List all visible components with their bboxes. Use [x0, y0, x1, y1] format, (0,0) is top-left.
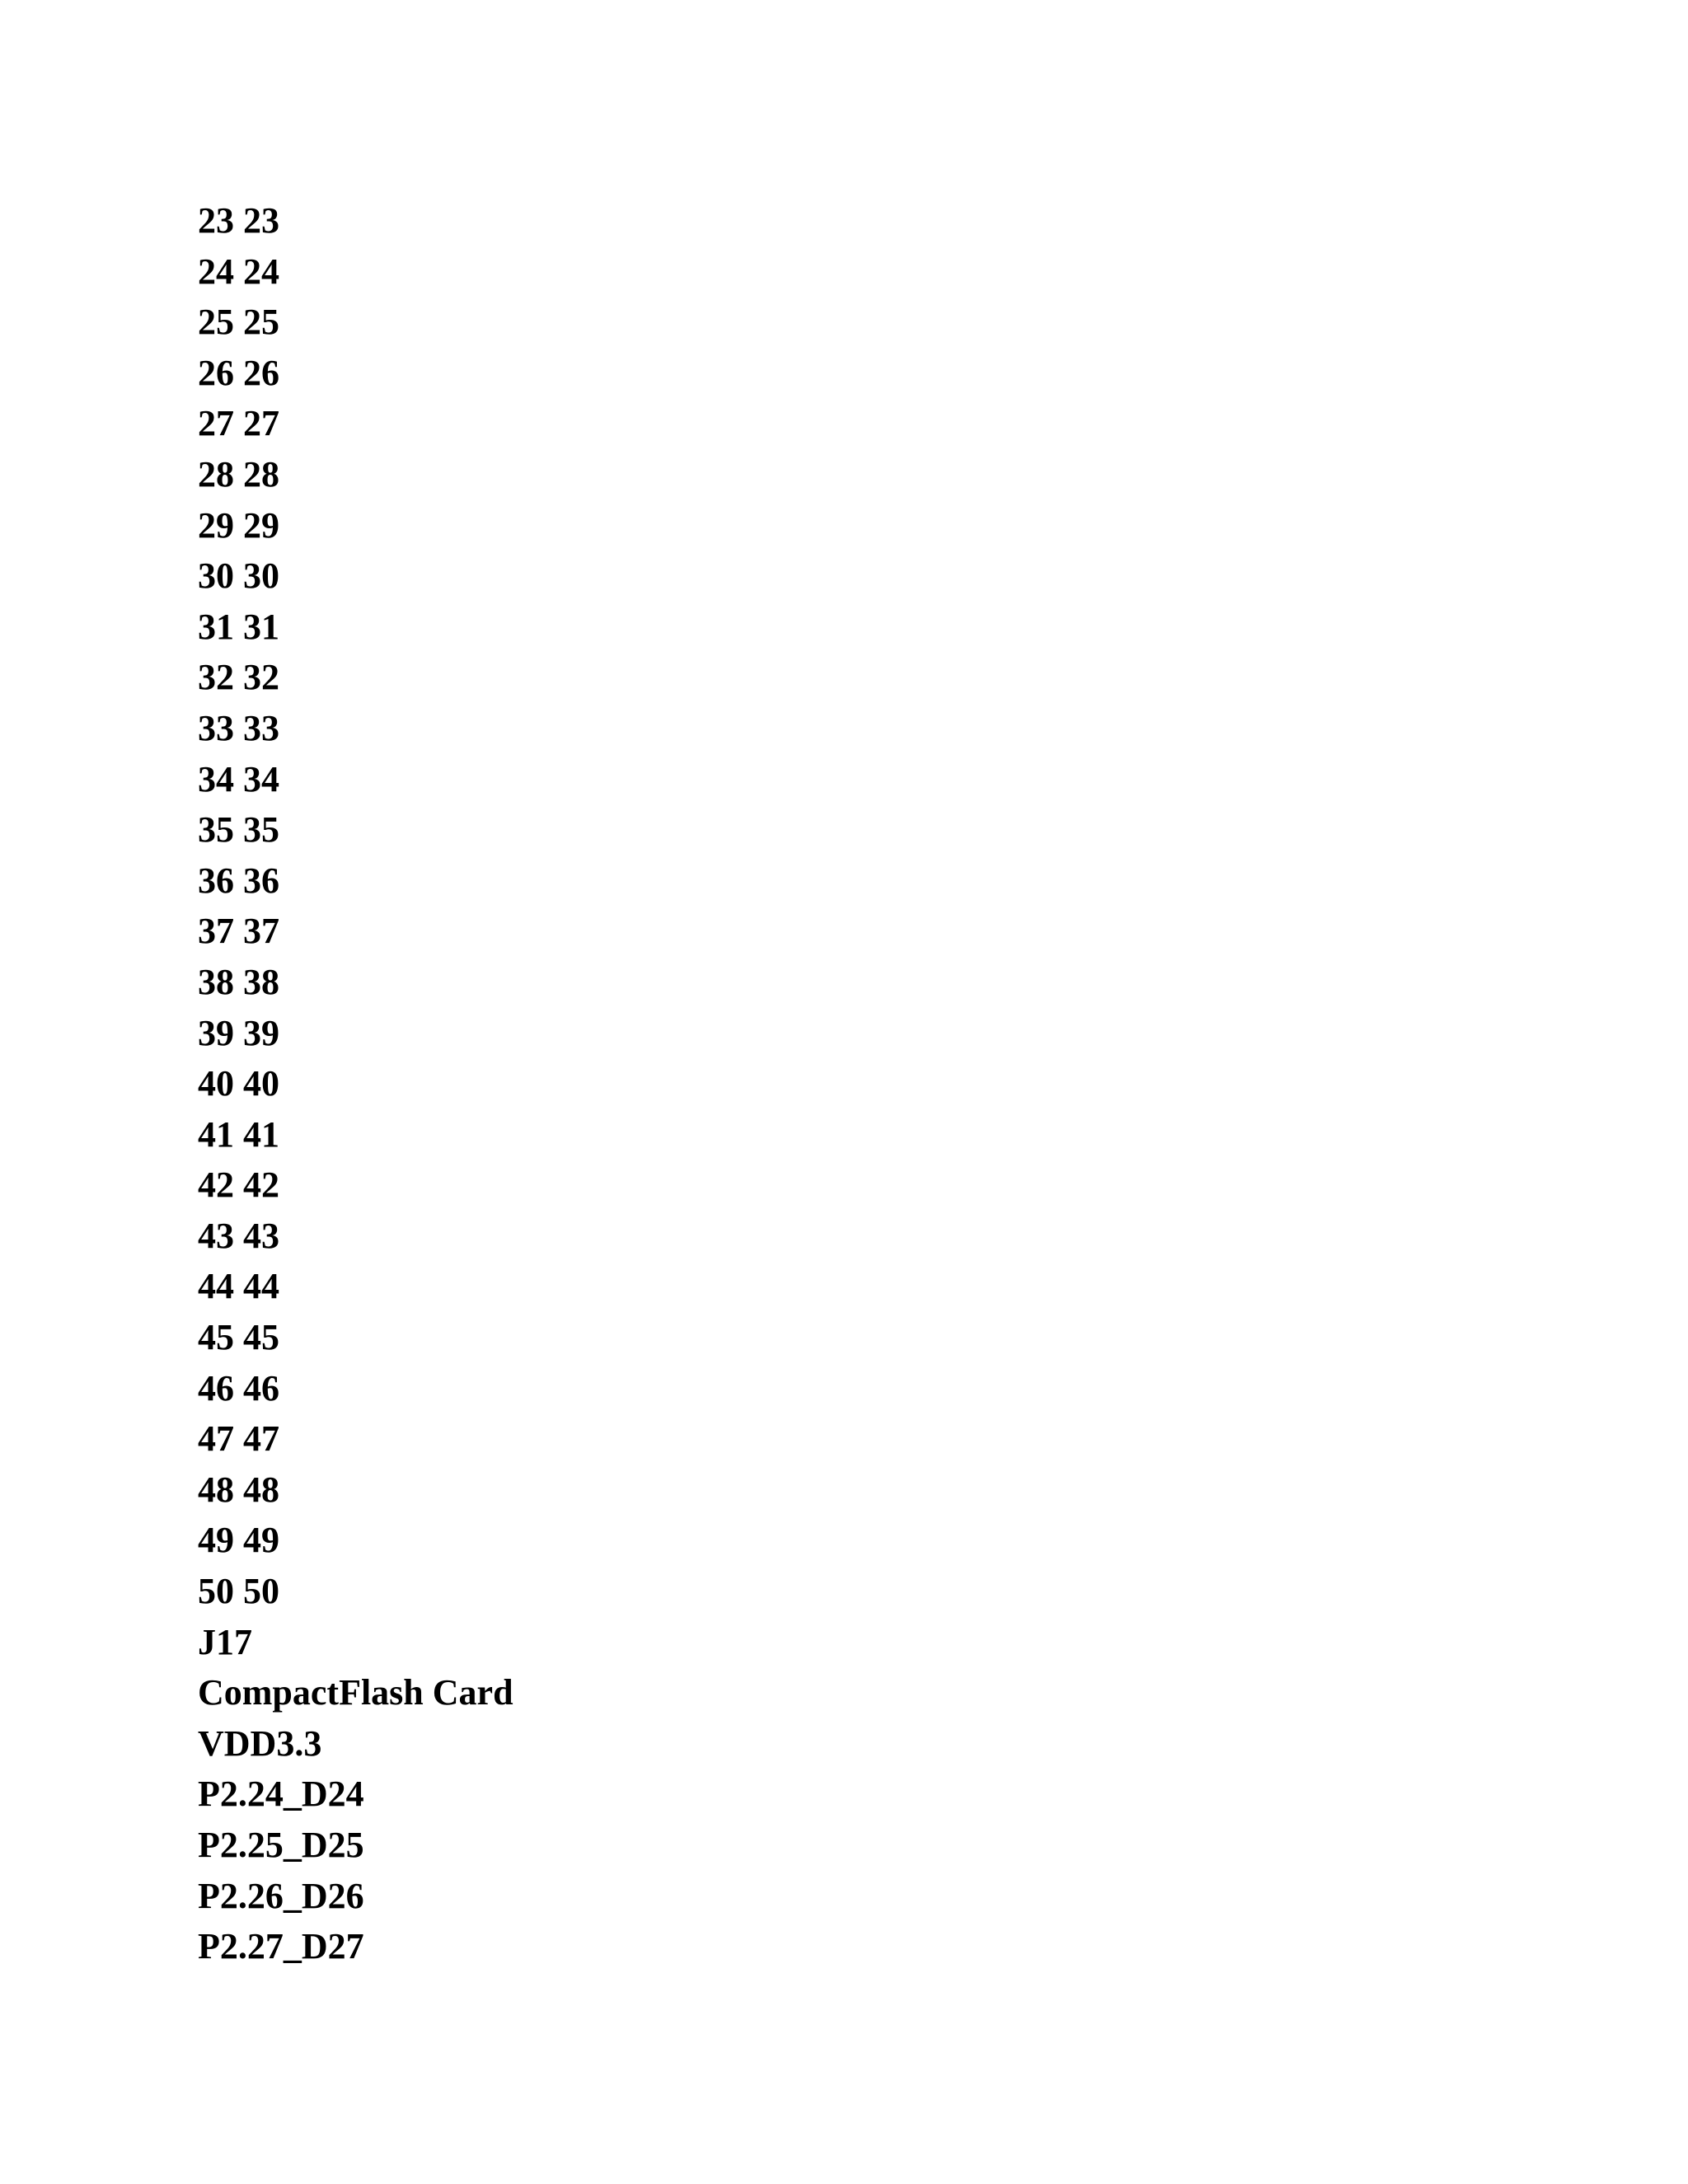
text-line: 41 41 — [198, 1113, 279, 1155]
text-line: 27 27 — [198, 403, 279, 444]
text-line: 39 39 — [198, 1012, 279, 1053]
text-line: 47 47 — [198, 1418, 279, 1460]
text-line: 24 24 — [198, 251, 279, 292]
text-line: 31 31 — [198, 606, 279, 647]
text-line: 49 49 — [198, 1520, 279, 1561]
text-line: 30 30 — [198, 555, 279, 597]
power-net-label: VDD3.3 — [198, 1722, 322, 1764]
text-line: 25 25 — [198, 302, 279, 343]
text-line: 23 23 — [198, 200, 279, 241]
text-line: 35 35 — [198, 809, 279, 851]
connector-designator: J17 — [198, 1621, 252, 1662]
signal-net-label: P2.26_D26 — [198, 1875, 364, 1916]
text-line: 44 44 — [198, 1266, 279, 1307]
text-line: 29 29 — [198, 504, 279, 546]
text-line: 38 38 — [198, 961, 279, 1002]
text-line: 50 50 — [198, 1571, 279, 1612]
signal-net-label: P2.25_D25 — [198, 1825, 364, 1865]
text-line: 48 48 — [198, 1469, 279, 1510]
text-line: 36 36 — [198, 860, 279, 901]
text-line: 40 40 — [198, 1063, 279, 1104]
connector-label: CompactFlash Card — [198, 1672, 513, 1713]
text-line: 32 32 — [198, 657, 279, 698]
signal-net-label: P2.27_D27 — [198, 1926, 364, 1967]
text-line: 45 45 — [198, 1317, 279, 1358]
text-lines — [198, 195, 513, 1972]
text-line: 28 28 — [198, 453, 279, 494]
text-line: 42 42 — [198, 1165, 279, 1206]
text-line: 46 46 — [198, 1367, 279, 1408]
text-line: 33 33 — [198, 707, 279, 748]
signal-net-label: P2.24_D24 — [198, 1774, 364, 1815]
text-line: 37 37 — [198, 911, 279, 952]
text-line: 26 26 — [198, 352, 279, 393]
text-line: 34 34 — [198, 758, 279, 799]
text-line: 43 43 — [198, 1215, 279, 1256]
